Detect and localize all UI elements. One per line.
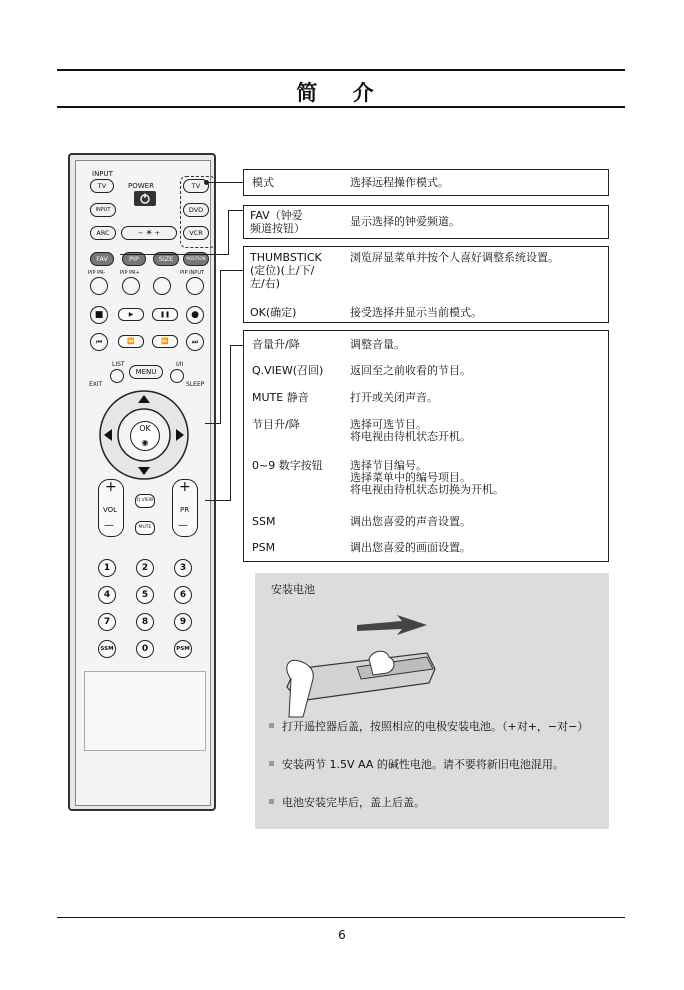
pr-minus: — xyxy=(178,520,188,531)
battery-bullet-1-text: 打开遥控器后盖，按照相应的电极安装电池。（+对+，−对−） xyxy=(282,720,589,733)
skip-forward-icon: ⏭ xyxy=(191,338,199,346)
program-label: 节目升/降 xyxy=(252,418,300,431)
connector-thumb-h2 xyxy=(220,270,243,271)
remote-control-illustration xyxy=(68,153,216,811)
ok-center-icon: ◉ xyxy=(141,438,149,447)
size-button[interactable]: SIZE xyxy=(153,252,179,266)
ok-confirm-label: OK(确定) xyxy=(250,306,297,319)
input-top-label: INPUT xyxy=(92,170,113,178)
bullet-marker xyxy=(269,799,274,804)
skip-back-icon: ⏮ xyxy=(95,338,103,346)
battery-bullet-2-text: 安装两节 1.5V AA 的碱性电池。请不要将新旧电池混用。 xyxy=(282,758,564,771)
battery-bullet-3 xyxy=(269,795,599,811)
number-9-button[interactable]: 9 xyxy=(174,613,192,631)
program-desc: 选择可选节目。 将电视由待机状态开机。 xyxy=(350,418,471,443)
vcr-button[interactable]: VCR xyxy=(183,226,209,240)
battery-cover-area xyxy=(84,671,206,751)
volume-label: 音量升/降 xyxy=(252,338,300,351)
connector-thumb-h xyxy=(205,423,221,424)
battery-title: 安装电池 xyxy=(271,583,315,596)
buttons-description-box xyxy=(243,330,609,562)
pip-pr-minus-button[interactable] xyxy=(90,277,108,295)
fast-forward-button[interactable] xyxy=(152,335,178,348)
i-ii-label: I/II xyxy=(176,361,184,368)
battery-install-panel xyxy=(255,573,609,829)
sleep-label: SLEEP xyxy=(186,381,205,388)
vol-plus: + xyxy=(105,479,117,495)
number-1-button[interactable]: 1 xyxy=(98,559,116,577)
pause-button[interactable] xyxy=(152,308,178,321)
psm-button[interactable]: PSM xyxy=(174,640,192,658)
pip-input-button[interactable] xyxy=(186,277,204,295)
thumbstick-desc: 浏览屏显菜单并按个人喜好调整系统设置。 xyxy=(350,251,559,264)
play-button[interactable] xyxy=(118,308,144,321)
tv-button-left[interactable]: TV xyxy=(90,179,114,193)
pip-button[interactable]: PIP xyxy=(122,252,146,266)
connector-vol-h xyxy=(205,500,231,501)
mode-label: 模式 xyxy=(252,176,274,189)
number-7-button[interactable]: 7 xyxy=(98,613,116,631)
skip-back-button[interactable] xyxy=(90,333,108,351)
bullet-marker xyxy=(269,723,274,728)
skip-forward-button[interactable] xyxy=(186,333,204,351)
connector-thumb-v xyxy=(220,270,221,423)
mute-label: MUTE 静音 xyxy=(252,391,309,404)
connector-mode-h xyxy=(207,182,243,183)
psm-label: PSM xyxy=(252,541,276,554)
rewind-button[interactable] xyxy=(118,335,144,348)
number-0-button[interactable]: 0 xyxy=(136,640,154,658)
number-buttons-label: 0~9 数字按钮 xyxy=(252,459,323,472)
bottom-rule xyxy=(57,917,625,918)
swap-button[interactable] xyxy=(153,277,171,295)
brightness-rocker[interactable] xyxy=(121,226,177,240)
ok-confirm-desc: 接受选择并显示当前模式。 xyxy=(350,306,482,319)
remote-body xyxy=(75,160,211,806)
qview-button[interactable]: Q.VIEW xyxy=(135,494,155,508)
mode-description-box xyxy=(243,169,609,196)
brightness-minus: − xyxy=(137,229,144,237)
record-button[interactable] xyxy=(186,306,204,324)
position-button[interactable]: POSITION xyxy=(183,252,209,266)
battery-bullet-1 xyxy=(269,719,599,735)
connector-mode-dot xyxy=(204,180,209,185)
vol-minus: — xyxy=(104,520,114,531)
number-6-button[interactable]: 6 xyxy=(174,586,192,604)
rewind-icon: ⏪ xyxy=(127,338,135,345)
connector-fav-h2 xyxy=(120,254,229,255)
fav-desc: 显示选择的钟爱频道。 xyxy=(350,215,460,228)
power-button[interactable] xyxy=(134,191,156,206)
power-icon xyxy=(134,191,156,206)
number-3-button[interactable]: 3 xyxy=(174,559,192,577)
i-ii-button[interactable] xyxy=(170,369,184,383)
pr-label: PR xyxy=(180,506,190,514)
stop-button[interactable] xyxy=(90,306,108,324)
top-rule xyxy=(57,69,625,71)
fast-forward-icon: ⏩ xyxy=(161,338,169,345)
number-buttons-desc: 选择节目编号。 选择菜单中的编号项目。 将电视由待机状态切换为开机。 xyxy=(350,459,504,496)
ssm-label: SSM xyxy=(252,515,276,528)
fav-description-box xyxy=(243,205,609,239)
battery-bullet-3-text: 电池安装完毕后，盖上后盖。 xyxy=(282,796,425,809)
record-icon: ● xyxy=(191,310,199,320)
qview-desc: 返回至之前收看的节目。 xyxy=(350,364,471,377)
pause-icon: ❚❚ xyxy=(159,311,171,318)
fav-label: FAV（钟爱 频道按钮） xyxy=(250,209,305,235)
number-2-button[interactable]: 2 xyxy=(136,559,154,577)
page-title: 简 介 xyxy=(296,81,388,105)
connector-vol-v xyxy=(230,345,231,500)
bullet-marker xyxy=(269,761,274,766)
arc-button[interactable]: ARC xyxy=(90,226,116,240)
number-8-button[interactable]: 8 xyxy=(136,613,154,631)
brightness-plus: + xyxy=(154,229,161,237)
ok-label: OK xyxy=(139,424,151,433)
number-5-button[interactable]: 5 xyxy=(136,586,154,604)
number-4-button[interactable]: 4 xyxy=(98,586,116,604)
psm-desc: 调出您喜爱的画面设置。 xyxy=(350,541,471,554)
title-underline xyxy=(57,106,625,108)
power-label: POWER xyxy=(128,182,154,190)
mute-desc: 打开或关闭声音。 xyxy=(350,391,438,404)
qview-label: Q.VIEW(召回) xyxy=(252,364,324,377)
list-button[interactable] xyxy=(110,369,124,383)
connector-fav-h xyxy=(228,210,243,211)
exit-label: EXIT xyxy=(89,381,103,388)
connector-vol-h2 xyxy=(230,345,243,346)
mute-button[interactable]: MUTE xyxy=(135,521,155,535)
pip-pr-minus-label: PIP PR- xyxy=(88,270,106,276)
menu-button[interactable]: MENU xyxy=(129,365,163,379)
brightness-icon: ☀ xyxy=(145,228,153,237)
volume-desc: 调整音量。 xyxy=(350,338,405,351)
pip-pr-plus-button[interactable] xyxy=(122,277,140,295)
input-button[interactable]: INPUT xyxy=(90,203,116,217)
page-number: 6 xyxy=(338,928,346,942)
mode-desc: 选择远程操作模式。 xyxy=(350,176,449,189)
battery-install-illustration xyxy=(277,609,447,719)
pip-pr-plus-label: PIP PR+ xyxy=(120,270,140,276)
stop-icon: ■ xyxy=(94,310,104,320)
list-label: LIST xyxy=(112,361,125,368)
pip-input-label: PIP INPUT xyxy=(180,270,205,276)
pr-plus: + xyxy=(179,479,191,495)
thumbstick-label: THUMBSTICK (定位)(上/下/ 左/右) xyxy=(250,251,322,290)
dvd-button[interactable]: DVD xyxy=(183,203,209,217)
fav-button[interactable]: FAV xyxy=(90,252,114,266)
connector-fav-v xyxy=(228,210,229,254)
vol-label: VOL xyxy=(103,506,118,514)
play-icon: ▶ xyxy=(128,311,134,318)
thumbstick-description-box xyxy=(243,246,609,323)
tv-button-right[interactable]: TV xyxy=(183,179,209,193)
battery-bullet-2 xyxy=(269,757,599,773)
ssm-button[interactable]: SSM xyxy=(98,640,116,658)
ssm-desc: 调出您喜爱的声音设置。 xyxy=(350,515,471,528)
ok-button[interactable] xyxy=(130,421,160,451)
